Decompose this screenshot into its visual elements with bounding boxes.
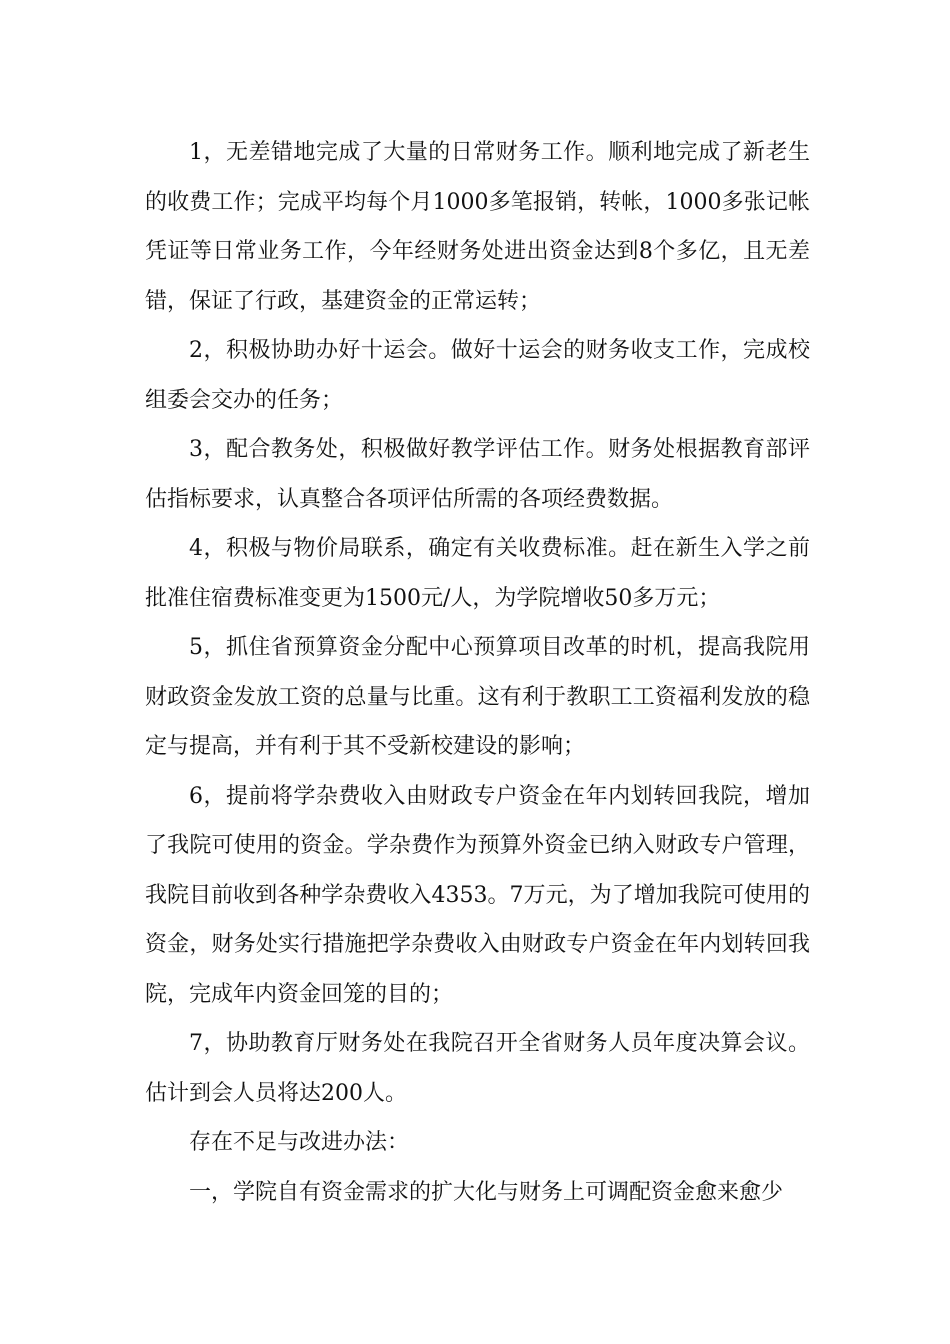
paragraph-item-6: 6，提前将学杂费收入由财政专户资金在年内划转回我院，增加了我院可使用的资金。学杂费作为预算外资金已纳入财政专户管理，我院目前收到各种学杂费收入4353。7万元，为了增加我院可使用的资金，财务处实行措施把学杂费收入由财政专户资金在年内划转回我院，完成年内资金回笼的目的； bbox=[145, 783, 810, 1007]
paragraph-item-2: 2，积极协助办好十运会。做好十运会的财务收支工作，完成校组委会交办的任务； bbox=[145, 338, 810, 413]
paragraph-item-4: 4，积极与物价局联系，确定有关收费标准。赶在新生入学之前批准住宿费标准变更为1500元/人，为学院增收50多万元； bbox=[145, 536, 810, 611]
paragraph-item-5: 5，抓住省预算资金分配中心预算项目改革的时机，提高我院用财政资金发放工资的总量与比重。这有利于教职工工资福利发放的稳定与提高，并有利于其不受新校建设的影响； bbox=[145, 635, 810, 759]
section-heading: 存在不足与改进办法： bbox=[189, 1130, 410, 1155]
document-body bbox=[145, 128, 810, 1217]
paragraph-item-first-issue: 一，学院自有资金需求的扩大化与财务上可调配资金愈来愈少 bbox=[189, 1179, 784, 1205]
paragraph-item-1: 1，无差错地完成了大量的日常财务工作。顺利地完成了新老生的收费工作；完成平均每个月1000多笔报销，转帐，1000多张记帐凭证等日常业务工作，今年经财务处进出资金达到8个多亿，且无差错，保证了行政，基建资金的正常运转； bbox=[145, 140, 810, 314]
paragraph-item-3: 3，配合教务处，积极做好教学评估工作。财务处根据教育部评估指标要求，认真整合各项评估所需的各项经费数据。 bbox=[145, 437, 810, 512]
paragraph-item-7: 7，协助教育厅财务处在我院召开全省财务人员年度决算会议。估计到会人员将达200人。 bbox=[145, 1031, 810, 1106]
